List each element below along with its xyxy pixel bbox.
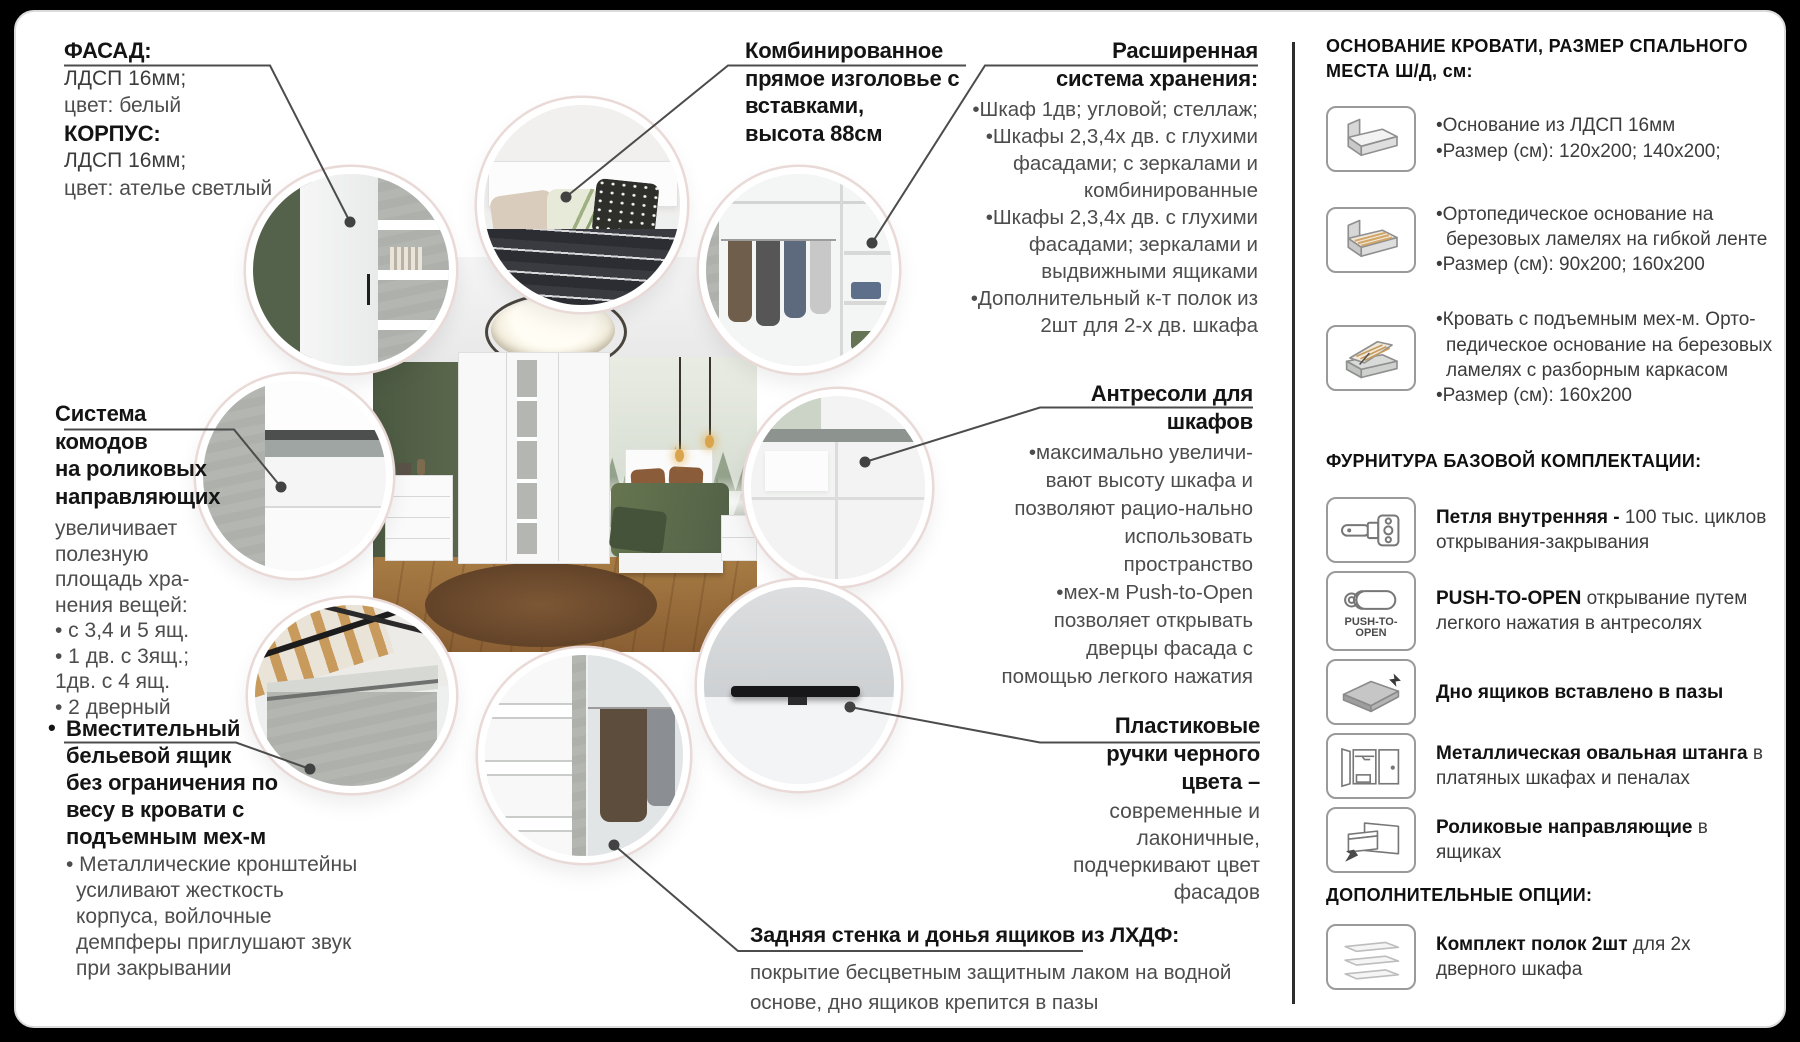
options-rest: для 2х дверного шкафа bbox=[1436, 933, 1691, 981]
handle-mount bbox=[788, 697, 807, 705]
hardware-bold: Петля внутренняя - bbox=[1436, 507, 1625, 529]
bed-lift-icon bbox=[1326, 325, 1416, 391]
facade-line: ЛДСП 16мм; bbox=[64, 66, 187, 90]
bed-item-line: •Размер (см): 160x200 bbox=[1436, 385, 1632, 407]
wardrobe-seam bbox=[558, 353, 559, 561]
mezzanine-item: •мех-м Push-to-Open позволяет открывать дверцы фасада с помощью легкого нажатия bbox=[1001, 581, 1253, 688]
pendant-cord bbox=[679, 357, 681, 449]
black-handle-bar bbox=[731, 686, 860, 698]
oval-rail-icon bbox=[1326, 733, 1416, 799]
dressers-title: Система комодов bbox=[55, 401, 148, 454]
shelf bbox=[844, 301, 892, 305]
pendant-cord bbox=[709, 357, 711, 435]
korpus-line: цвет: ателье светлый bbox=[64, 176, 273, 200]
upper-panel bbox=[704, 587, 894, 701]
callout-headboard bbox=[477, 98, 687, 312]
bed-item-line: •Размер (см): 90x200; 160x200 bbox=[1436, 254, 1705, 276]
headboard-line: высота 88см bbox=[745, 120, 883, 146]
bed-item-text bbox=[1436, 307, 1776, 408]
bedbox-title: бельевой ящик bbox=[66, 743, 232, 768]
shelf bbox=[517, 519, 537, 523]
mezzanine-door bbox=[765, 451, 828, 491]
coat-dark bbox=[756, 241, 780, 325]
coat-brown bbox=[728, 241, 752, 322]
brown-coat bbox=[600, 709, 648, 822]
bedbox-bullet: • bbox=[48, 715, 56, 740]
bed-item-line: •Основание из ЛДСП 16мм bbox=[1436, 115, 1676, 137]
hardware-bold: Роликовые направляющие bbox=[1436, 817, 1693, 839]
shelves-icon bbox=[1326, 924, 1416, 990]
handles-title: цвета – bbox=[1181, 769, 1260, 794]
storage-item: •Шкафы 2,3,4х дв. с глухими фасадами; с зеркалами и комбинированные bbox=[985, 125, 1258, 202]
hardware-row bbox=[1326, 497, 1782, 563]
door-seam-h bbox=[751, 497, 925, 500]
books bbox=[390, 247, 421, 270]
vertical-divider bbox=[1292, 42, 1295, 1004]
pendant-bulb bbox=[675, 449, 684, 462]
handles-title: Пластиковые bbox=[1114, 713, 1260, 738]
drawer-seam bbox=[386, 496, 450, 497]
mezzanine-item: •максимально увеличи-вают высоту шкафа и позволяют рацио-нально использовать пространство bbox=[1014, 441, 1253, 576]
callout-handle bbox=[697, 580, 901, 791]
bed-ortho-icon bbox=[1326, 207, 1416, 273]
concrete-edge bbox=[706, 174, 719, 366]
storage-title: Расширенная bbox=[1112, 38, 1258, 63]
cabinet-top-trim bbox=[751, 429, 925, 442]
bed-item-row bbox=[1326, 307, 1782, 408]
options-text bbox=[1436, 932, 1776, 983]
storage-title: система хранения: bbox=[1055, 65, 1258, 91]
annotation-backwall bbox=[750, 922, 1270, 1018]
bed-item-text bbox=[1436, 113, 1776, 164]
decor-vase bbox=[417, 459, 425, 475]
drawer-seam bbox=[386, 517, 450, 518]
hardware-rest: в ящиках bbox=[1436, 817, 1708, 864]
pendant-bulb bbox=[705, 435, 714, 448]
hardware-text bbox=[1436, 741, 1776, 792]
bed-base bbox=[619, 553, 723, 573]
round-rug bbox=[425, 563, 657, 647]
open-drawer-gap bbox=[265, 430, 386, 440]
lower-panel bbox=[704, 697, 894, 784]
right-panel bbox=[1326, 34, 1782, 990]
push-to-open-icon bbox=[1326, 571, 1416, 651]
annotation-dressers bbox=[55, 400, 240, 720]
shelf bbox=[844, 251, 892, 255]
hardware-rest: 100 тыс. циклов открывания-закрывания bbox=[1436, 507, 1767, 554]
bed-item-row bbox=[1326, 202, 1782, 278]
facade-line: цвет: белый bbox=[64, 94, 182, 117]
shelf bbox=[485, 816, 572, 832]
throw-blanket bbox=[609, 506, 668, 554]
annotation-facade bbox=[64, 37, 334, 202]
folded-clothes-green bbox=[851, 331, 881, 348]
bed-item-line: •Ортопедическое основание на березовых ламелях на гибкой ленте bbox=[1436, 203, 1768, 250]
korpus-title: КОРПУС: bbox=[64, 120, 161, 146]
nightstand-seam bbox=[722, 537, 754, 538]
dressers-line: нения вещей: bbox=[55, 593, 188, 617]
hardware-bold: Металлическая овальная штанга bbox=[1436, 743, 1748, 765]
mezzanine-title: шкафов bbox=[1166, 408, 1253, 434]
backwall-body: основе, дно ящиков крепится в пазы bbox=[750, 990, 1099, 1014]
roller-guides-icon bbox=[1326, 807, 1416, 873]
annotation-storage bbox=[938, 37, 1258, 339]
storage-item: •Дополнительный к-т полок из 2шт для 2-х дв. шкафа bbox=[970, 287, 1258, 337]
open-shelf-column bbox=[517, 360, 537, 554]
options-section-title: ДОПОЛНИТЕЛЬНЫЕ ОПЦИИ: bbox=[1326, 885, 1593, 906]
bed-item-row bbox=[1326, 106, 1782, 172]
headboard-line: вставками, bbox=[745, 93, 864, 118]
backwall-title: Задняя стенка и донья ящиков из ЛХДФ: bbox=[750, 923, 1180, 947]
options-row bbox=[1326, 924, 1782, 990]
hardware-bold: Дно ящиков вставлено в пазы bbox=[1436, 681, 1724, 703]
backwall-body: покрытие бесцветным защитным лаком на водной bbox=[750, 960, 1232, 984]
gray-garment bbox=[647, 709, 675, 805]
handles-body: современные и лаконичные, подчеркивают цвет фасадов bbox=[1073, 800, 1260, 904]
shelf bbox=[378, 220, 449, 230]
hardware-text bbox=[1436, 680, 1776, 705]
annotation-bedbox-body: • Металлические кронштейны усиливают жесткость корпуса, войлочные демпферы приглушают звук при закрывании bbox=[66, 853, 358, 980]
coat-blue bbox=[784, 241, 806, 318]
handles-title: ручки черного bbox=[1106, 741, 1260, 766]
push-icon-label: PUSH-TO-OPEN bbox=[1344, 615, 1398, 640]
bed-item-line: •Кровать с подъемным мех-м. Орто-педическое основание на березовых ламелях с разборным каркасом bbox=[1436, 309, 1773, 381]
shelf bbox=[485, 703, 572, 719]
annotation-mezzanine bbox=[1000, 380, 1253, 691]
dressers-line: • 2 дверный bbox=[55, 695, 171, 719]
shelf bbox=[517, 397, 537, 401]
hardware-bold: PUSH-TO-OPEN bbox=[1436, 588, 1587, 610]
dressers-title: направляющих bbox=[55, 483, 221, 509]
shelf bbox=[485, 760, 572, 776]
drawer-bottom-icon bbox=[1326, 659, 1416, 725]
wardrobe-seam bbox=[506, 353, 507, 561]
callout-mezzanine bbox=[744, 389, 932, 586]
bed-item-line: •Размер (см): 120x200; 140x200; bbox=[1436, 140, 1721, 162]
shelf bbox=[378, 270, 449, 280]
hardware-text bbox=[1436, 505, 1776, 556]
korpus-line: ЛДСП 16мм; bbox=[64, 149, 187, 172]
hardware-section-title: ФУРНИТУРА БАЗОВОЙ КОМПЛЕКТАЦИИ: bbox=[1326, 450, 1702, 471]
shelf bbox=[517, 437, 537, 441]
bedbox-title: подъемным мех-м bbox=[66, 824, 266, 849]
annotation-handles bbox=[1030, 712, 1260, 906]
dressers-line: 1дв. с 4 ящ. bbox=[55, 670, 171, 693]
coat-light bbox=[810, 241, 830, 314]
dressers-line: • с 3,4 и 5 ящ. bbox=[55, 619, 190, 642]
dressers-line: полезную bbox=[55, 542, 149, 566]
bed-flat-icon bbox=[1326, 106, 1416, 172]
drawer-seam bbox=[386, 538, 450, 539]
dressers-line: • 1 дв. с 3ящ.; bbox=[55, 644, 190, 668]
hardware-rest: в платяных шкафах и пеналах bbox=[1436, 743, 1763, 790]
hardware-row bbox=[1326, 659, 1782, 725]
hardware-row bbox=[1326, 571, 1782, 651]
white-door bbox=[300, 174, 380, 366]
door-handle bbox=[367, 274, 370, 305]
callout-interior bbox=[478, 648, 690, 863]
annotation-bedbox-bold bbox=[66, 715, 296, 850]
facade-title: ФАСАД: bbox=[64, 38, 152, 63]
drawer-front-open bbox=[265, 457, 386, 508]
hardware-row bbox=[1326, 807, 1782, 873]
sheet-canvas bbox=[14, 10, 1786, 1028]
divider-panel bbox=[840, 174, 843, 366]
storage-item: •Шкафы 2,3,4х дв. с глухими фасадами; зеркалами и выдвижными ящиками bbox=[985, 206, 1258, 283]
hardware-row bbox=[1326, 733, 1782, 799]
striped-duvet bbox=[484, 229, 680, 305]
shelf bbox=[378, 320, 449, 330]
decor-books bbox=[397, 463, 411, 475]
headboard-line: Комбинированное bbox=[745, 38, 944, 63]
bed-item-text bbox=[1436, 202, 1776, 278]
mezzanine-title: Антресоли для bbox=[1090, 381, 1253, 406]
concrete-divider bbox=[572, 655, 586, 856]
hinge-icon bbox=[1326, 497, 1416, 563]
beds-section-title: ОСНОВАНИЕ КРОВАТИ, РАЗМЕР СПАЛЬНОГО МЕСТА Ш/Д, см: bbox=[1326, 36, 1748, 81]
drawer-front-lower bbox=[265, 510, 386, 571]
headboard-line: прямое изголовье с bbox=[745, 65, 960, 91]
folded-clothes-blue bbox=[851, 282, 881, 299]
bedbox-title: весу в кровати с bbox=[66, 797, 245, 822]
drawer-interior bbox=[265, 440, 386, 457]
chest-of-drawers bbox=[385, 475, 453, 561]
options-bold: Комплект полок 2шт bbox=[1436, 933, 1628, 955]
dressers-line: увеличивает bbox=[55, 517, 178, 540]
bedbox-title: Вместительный bbox=[66, 716, 241, 741]
door-seam bbox=[835, 442, 838, 579]
dressers-line: площадь хра- bbox=[55, 568, 190, 591]
dressers-title: на роликовых bbox=[55, 456, 207, 481]
callout-open-wardrobe bbox=[699, 167, 899, 373]
storage-item: •Шкаф 1дв; угловой; стеллаж; bbox=[972, 98, 1258, 121]
hardware-text bbox=[1436, 586, 1776, 637]
top-shelf bbox=[721, 201, 885, 204]
bedbox-title: без ограничения по bbox=[66, 770, 278, 795]
hardware-rest: открывание путем легкого нажатия в антресолях bbox=[1436, 588, 1748, 635]
hardware-text bbox=[1436, 815, 1776, 866]
shelf bbox=[517, 479, 537, 483]
spec-sheet bbox=[14, 10, 1786, 1028]
